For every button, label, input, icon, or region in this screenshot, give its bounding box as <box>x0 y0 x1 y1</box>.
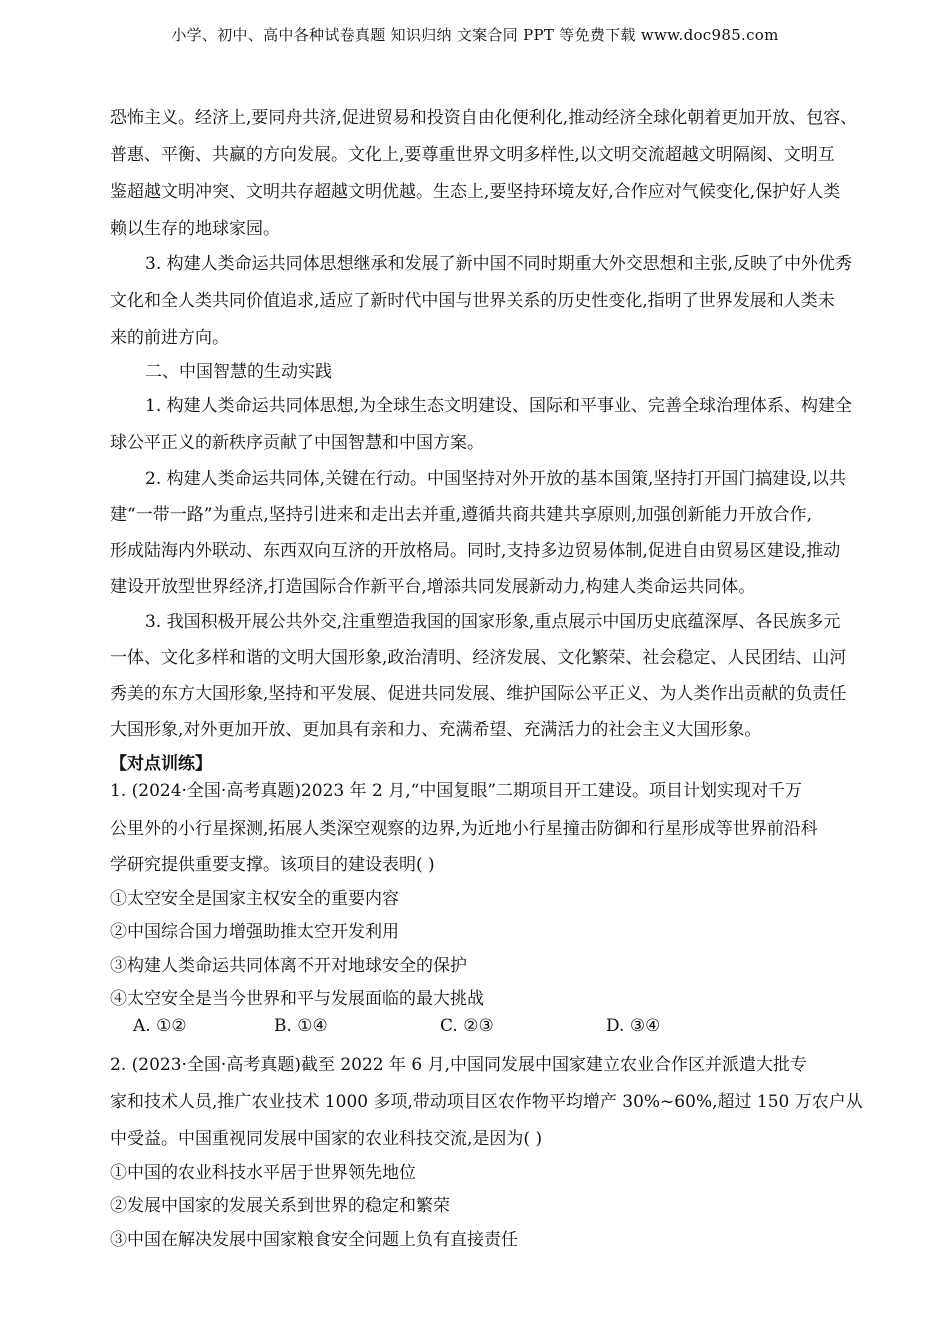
option-c: C. ②③ <box>440 1016 494 1036</box>
question-2-line: 2. (2023·全国·高考真题)截至 2022 年 6 月,中国同发展中国家建立农业合作区并派遣大批专 <box>110 1055 808 1075</box>
option-a: A. ①② <box>133 1016 187 1036</box>
body-line: 3. 构建人类命运共同体思想继承和发展了新中国不同时期重大外交思想和主张,反映了中外优秀 <box>145 254 853 274</box>
option-b: B. ①④ <box>274 1016 328 1036</box>
body-line: 2. 构建人类命运共同体,关键在行动。中国坚持对外开放的基本国策,坚持打开国门搞建设,以共 <box>145 469 846 489</box>
body-line: 文化和全人类共同价值追求,适应了新时代中国与世界关系的历史性变化,指明了世界发展和人类未 <box>110 291 835 311</box>
body-line: 赖以生存的地球家园。 <box>110 219 280 239</box>
question-2-item: ②发展中国家的发展关系到世界的稳定和繁荣 <box>110 1196 450 1216</box>
body-line: 大国形象,对外更加开放、更加具有亲和力、充满希望、充满活力的社会主义大国形象。 <box>110 720 762 740</box>
question-1-item: ②中国综合国力增强助推太空开发利用 <box>110 922 399 942</box>
body-line: 建“一带一路”为重点,坚持引进来和走出去并重,遵循共商共建共享原则,加强创新能力开放合作, <box>110 505 812 525</box>
question-1-item: ④太空安全是当今世界和平与发展面临的最大挑战 <box>110 989 484 1009</box>
body-line: 秀美的东方大国形象,坚持和平发展、促进共同发展、维护国际公平正义、为人类作出贡献的负责任 <box>110 684 847 704</box>
question-1-options <box>133 1016 660 1036</box>
body-line: 建设开放型世界经济,打造国际合作新平台,增添共同发展新动力,构建人类命运共同体。 <box>110 577 756 597</box>
body-line: 3. 我国积极开展公共外交,注重塑造我国的国家形象,重点展示中国历史底蕴深厚、各民族多元 <box>145 612 841 632</box>
body-line: 1. 构建人类命运共同体思想,为全球生态文明建设、国际和平事业、完善全球治理体系、构建全 <box>145 396 853 416</box>
body-line: 鉴超越文明冲突、文明共存超越文明优越。生态上,要坚持环境友好,合作应对气候变化,保护好人类 <box>110 182 841 202</box>
body-line: 一体、文化多样和谐的文明大国形象,政治清明、经济发展、文化繁荣、社会稳定、人民团结、山河 <box>110 648 847 668</box>
question-2-line: 中受益。中国重视同发展中国家的农业科技交流,是因为( ) <box>110 1129 543 1149</box>
question-2-item: ①中国的农业科技水平居于世界领先地位 <box>110 1163 416 1183</box>
body-line: 球公平正义的新秩序贡献了中国智慧和中国方案。 <box>110 433 484 453</box>
subsection-heading: 二、中国智慧的生动实践 <box>145 362 332 382</box>
option-d: D. ③④ <box>606 1016 661 1036</box>
section-title: 【对点训练】 <box>110 754 212 774</box>
question-1-line: 学研究提供重要支撑。该项目的建设表明( ) <box>110 855 435 875</box>
page-header: 小学、初中、高中各种试卷真题 知识归纳 文案合同 PPT 等免费下载 www.doc985.com <box>171 26 779 44</box>
body-line: 恐怖主义。经济上,要同舟共济,促进贸易和投资自由化便利化,推动经济全球化朝着更加开放、包容、 <box>110 108 858 128</box>
question-1-line: 公里外的小行星探测,拓展人类深空观察的边界,为近地小行星撞击防御和行星形成等世界前沿科 <box>110 819 818 839</box>
body-line: 普惠、平衡、共赢的方向发展。文化上,要尊重世界文明多样性,以文明交流超越文明隔阂、文明互 <box>110 145 835 165</box>
question-1-item: ③构建人类命运共同体离不开对地球安全的保护 <box>110 956 467 976</box>
question-1-item: ①太空安全是国家主权安全的重要内容 <box>110 889 399 909</box>
question-2-line: 家和技术人员,推广农业技术 1000 多项,带动项目区农作物平均增产 30%~60%,超过 150 万农户从 <box>110 1092 863 1112</box>
body-line: 形成陆海内外联动、东西双向互济的开放格局。同时,支持多边贸易体制,促进自由贸易区建设,推动 <box>110 541 841 561</box>
body-line: 来的前进方向。 <box>110 328 229 348</box>
question-2-item: ③中国在解决发展中国家粮食安全问题上负有直接责任 <box>110 1230 518 1250</box>
question-1-line: 1. (2024·全国·高考真题)2023 年 2 月,“中国复眼”二期项目开工建设。项目计划实现对千万 <box>110 781 803 801</box>
